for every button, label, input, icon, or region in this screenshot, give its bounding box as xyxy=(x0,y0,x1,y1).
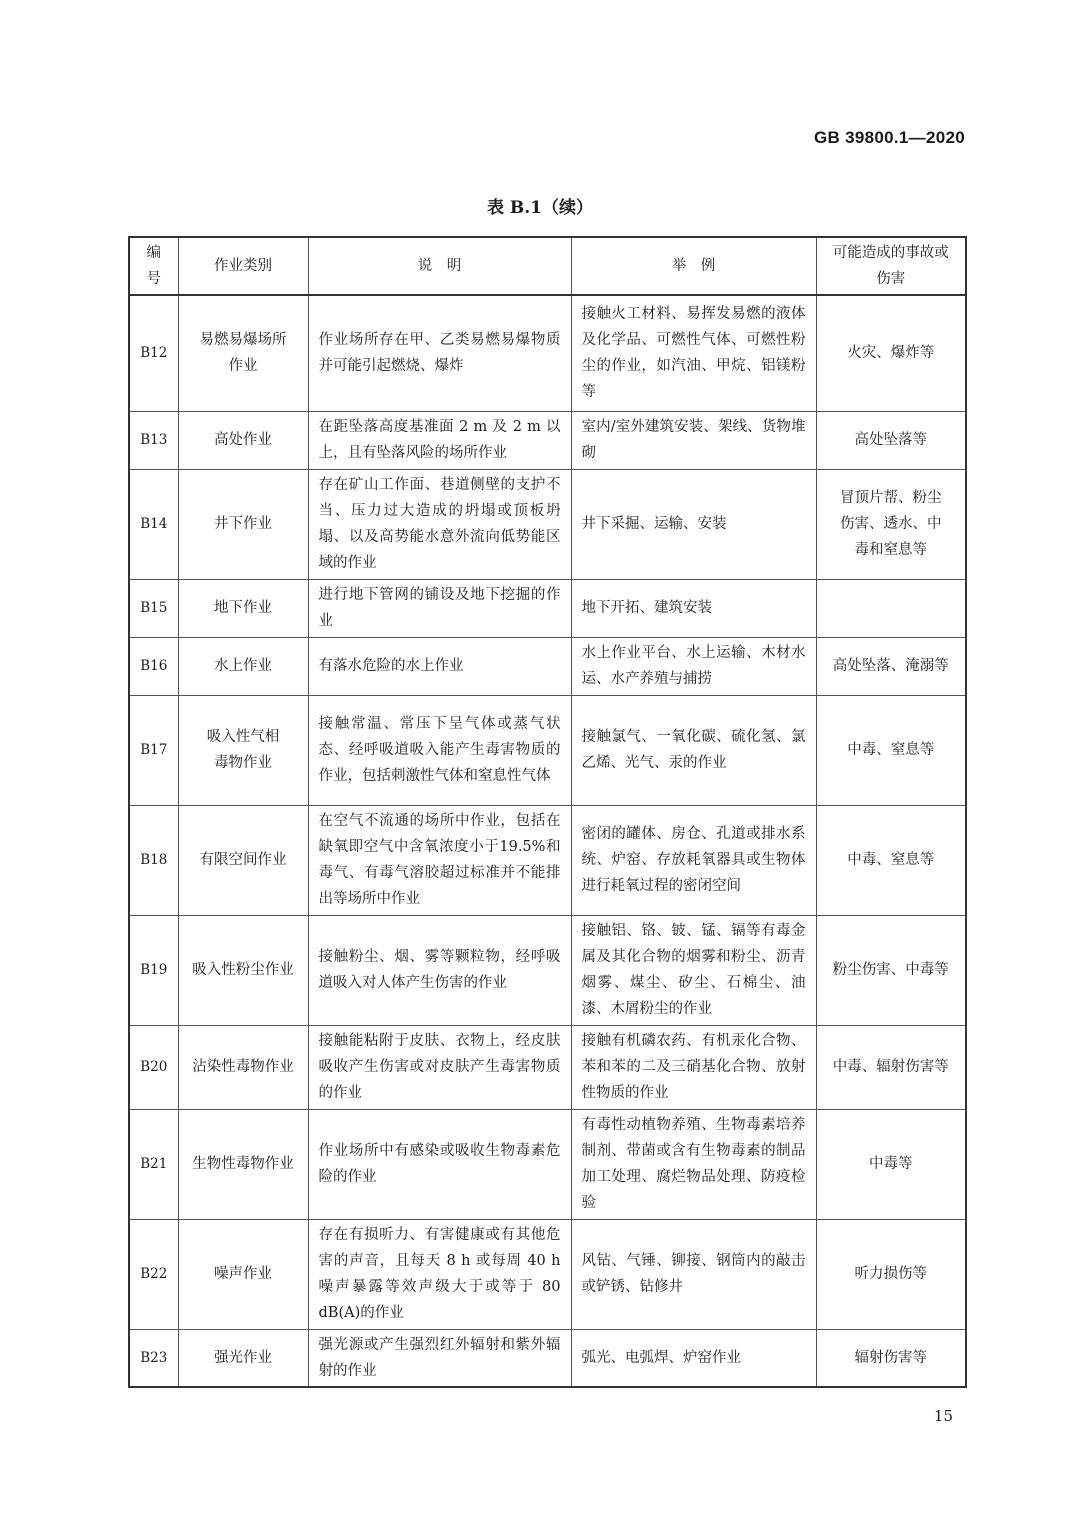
row-description: 在距坠落高度基准面 2 m 及 2 m 以上，且有坠落风险的场所作业 xyxy=(308,411,571,469)
table-row xyxy=(129,579,966,637)
row-id: B23 xyxy=(129,1329,178,1387)
row-description: 接触常温、常压下呈气体或蒸气状态、经呼吸道吸入能产生毒害物质的作业，包括刺激性气体和窒息性气体 xyxy=(308,695,571,805)
row-example: 有毒性动植物养殖、生物毒素培养制剂、带菌或含有生物毒素的制品加工处理、腐烂物品处理、防疫检验 xyxy=(571,1109,816,1219)
row-harm: 高处坠落、淹溺等 xyxy=(816,637,966,695)
hazard-table xyxy=(128,236,967,1388)
table-row xyxy=(129,1219,966,1329)
page-number: 15 xyxy=(933,1407,953,1425)
row-description: 强光源或产生强烈红外辐射和紫外辐射的作业 xyxy=(308,1329,571,1387)
row-harm: 辐射伤害等 xyxy=(816,1329,966,1387)
row-harm: 听力损伤等 xyxy=(816,1219,966,1329)
row-harm: 中毒、窒息等 xyxy=(816,805,966,915)
table-row xyxy=(129,411,966,469)
table-row xyxy=(129,1109,966,1219)
row-id: B20 xyxy=(129,1025,178,1109)
row-category: 生物性毒物作业 xyxy=(178,1109,308,1219)
row-id: B13 xyxy=(129,411,178,469)
row-example: 接触铝、铬、铍、锰、镉等有毒金属及其化合物的烟雾和粉尘、沥青烟雾、煤尘、矽尘、石棉尘、油漆、木屑粉尘的作业 xyxy=(571,915,816,1025)
row-category: 井下作业 xyxy=(178,469,308,579)
row-harm: 粉尘伤害、中毒等 xyxy=(816,915,966,1025)
row-description: 存在矿山工作面、巷道侧壁的支护不当、压力过大造成的坍塌或顶板坍塌、以及高势能水意外流向低势能区域的作业 xyxy=(308,469,571,579)
table-row xyxy=(129,469,966,579)
row-category: 易燃易爆场所作业 xyxy=(178,295,308,411)
col-header-description: 说 明 xyxy=(308,237,571,295)
row-id: B17 xyxy=(129,695,178,805)
standard-number: GB 39800.1—2020 xyxy=(814,128,965,147)
row-category: 沾染性毒物作业 xyxy=(178,1025,308,1109)
row-id: B18 xyxy=(129,805,178,915)
row-example: 接触氯气、一氧化碳、硫化氢、氯乙烯、光气、汞的作业 xyxy=(571,695,816,805)
table-row xyxy=(129,1025,966,1109)
row-description: 接触能粘附于皮肤、衣物上，经皮肤吸收产生伤害或对皮肤产生毒害物质的作业 xyxy=(308,1025,571,1109)
row-id: B12 xyxy=(129,295,178,411)
row-id: B19 xyxy=(129,915,178,1025)
row-example: 风钻、气锤、铆接、钢筒内的敲击或铲锈、钻修井 xyxy=(571,1219,816,1329)
row-example: 接触有机磷农药、有机汞化合物、苯和苯的二及三硝基化合物、放射性物质的作业 xyxy=(571,1025,816,1109)
row-id: B14 xyxy=(129,469,178,579)
row-example: 室内/室外建筑安装、架线、货物堆砌 xyxy=(571,411,816,469)
row-harm: 中毒、窒息等 xyxy=(816,695,966,805)
row-example: 地下开拓、建筑安装 xyxy=(571,579,816,637)
row-id: B21 xyxy=(129,1109,178,1219)
row-category: 噪声作业 xyxy=(178,1219,308,1329)
table-row xyxy=(129,805,966,915)
row-category: 有限空间作业 xyxy=(178,805,308,915)
row-category: 高处作业 xyxy=(178,411,308,469)
table-row xyxy=(129,1329,966,1387)
row-harm: 中毒等 xyxy=(816,1109,966,1219)
row-harm xyxy=(816,579,966,637)
row-category: 水上作业 xyxy=(178,637,308,695)
table-caption: 表 B.1（续） xyxy=(486,198,594,218)
row-harm: 火灾、爆炸等 xyxy=(816,295,966,411)
row-example: 弧光、电弧焊、炉窑作业 xyxy=(571,1329,816,1387)
row-description: 进行地下管网的铺设及地下挖掘的作业 xyxy=(308,579,571,637)
row-category: 吸入性粉尘作业 xyxy=(178,915,308,1025)
row-id: B22 xyxy=(129,1219,178,1329)
row-id: B16 xyxy=(129,637,178,695)
row-harm: 中毒、辐射伤害等 xyxy=(816,1025,966,1109)
table-row xyxy=(129,295,966,411)
row-description: 存在有损听力、有害健康或有其他危害的声音，且每天 8 h 或每周 40 h噪声暴露等效声级大于或等于 80 dB(A)的作业 xyxy=(308,1219,571,1329)
table-header-row xyxy=(129,237,966,295)
col-header-harm: 可能造成的事故或伤害 xyxy=(816,237,966,295)
table-row xyxy=(129,915,966,1025)
row-description: 在空气不流通的场所中作业，包括在缺氧即空气中含氧浓度小于19.5%和毒气、有毒气溶胶超过标准并不能排出等场所中作业 xyxy=(308,805,571,915)
table-row xyxy=(129,637,966,695)
row-description: 接触粉尘、烟、雾等颗粒物，经呼吸道吸入对人体产生伤害的作业 xyxy=(308,915,571,1025)
row-description: 有落水危险的水上作业 xyxy=(308,637,571,695)
table-row xyxy=(129,695,966,805)
row-description: 作业场所中有感染或吸收生物毒素危险的作业 xyxy=(308,1109,571,1219)
row-example: 井下采掘、运输、安装 xyxy=(571,469,816,579)
row-category: 强光作业 xyxy=(178,1329,308,1387)
row-example: 密闭的罐体、房仓、孔道或排水系统、炉窑、存放耗氧器具或生物体进行耗氧过程的密闭空间 xyxy=(571,805,816,915)
row-example: 水上作业平台、水上运输、木材水运、水产养殖与捕捞 xyxy=(571,637,816,695)
row-harm: 高处坠落等 xyxy=(816,411,966,469)
row-description: 作业场所存在甲、乙类易燃易爆物质并可能引起燃烧、爆炸 xyxy=(308,295,571,411)
col-header-example: 举 例 xyxy=(571,237,816,295)
col-header-id: 编号 xyxy=(129,237,178,295)
row-id: B15 xyxy=(129,579,178,637)
row-category: 吸入性气相毒物作业 xyxy=(178,695,308,805)
row-category: 地下作业 xyxy=(178,579,308,637)
col-header-category: 作业类别 xyxy=(178,237,308,295)
row-harm: 冒顶片帮、粉尘伤害、透水、中毒和窒息等 xyxy=(816,469,966,579)
row-example: 接触火工材料、易挥发易燃的液体及化学品、可燃性气体、可燃性粉尘的作业，如汽油、甲烷、铝镁粉等 xyxy=(571,295,816,411)
